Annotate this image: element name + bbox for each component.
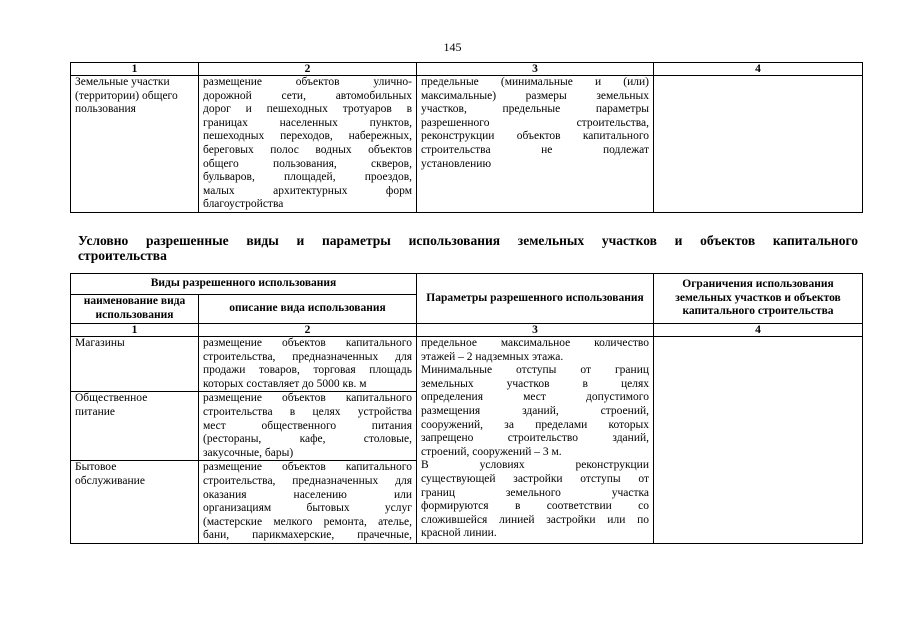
- parameters-line: сложившейся линией застройки или по: [421, 513, 649, 526]
- description-line: организациям бытовых услуг: [203, 502, 412, 515]
- use-description-cell: [199, 337, 417, 392]
- description-line: строительства, предназначенных для: [203, 350, 412, 363]
- description-line: (мастерские мелкого ремонта, ателье,: [203, 515, 412, 528]
- page-number: 145: [443, 40, 462, 54]
- column-number-4: 4: [654, 63, 863, 76]
- description-line: бани, парикмахерские, прачечные,: [203, 529, 412, 542]
- table-allowed-uses-continuation: [70, 62, 863, 213]
- column-number-1: 1: [71, 324, 199, 337]
- parameters-line: определения мест допустимого: [421, 391, 649, 404]
- header-restrictions: [654, 274, 863, 324]
- restrictions-cell: [654, 337, 863, 544]
- column-number-3: 3: [417, 63, 654, 76]
- header-parameters-text: Параметры разрешенного использования: [426, 291, 644, 304]
- parameters-line: строительства не подлежат: [421, 143, 649, 156]
- use-name-cell: [71, 461, 199, 544]
- description-line: малых архитектурных форм: [203, 184, 412, 197]
- parameters-line: красной линии.: [421, 527, 497, 540]
- description-line: продажи товаров, торговая площадь: [203, 364, 412, 377]
- use-description-cell: [199, 392, 417, 461]
- parameters-line: размещения зданий, строений,: [421, 404, 649, 417]
- column-number-row: [71, 324, 863, 337]
- use-name-line: Бытовое: [75, 461, 117, 474]
- use-description-cell: [199, 76, 417, 213]
- description-line: дорог и пешеходных тротуаров в: [203, 103, 412, 116]
- use-description-cell: [199, 461, 417, 544]
- parameters-line: разрешенного строительства,: [421, 116, 649, 129]
- description-line: строительства в целях устройства: [203, 405, 412, 418]
- column-number-2: 2: [199, 324, 417, 337]
- parameters-line: этажей – 2 надземных этажа.: [421, 350, 564, 363]
- column-number-3: 3: [417, 324, 654, 337]
- description-line: дорожной сети, автомобильных: [203, 89, 412, 102]
- use-name-cell: [71, 76, 199, 213]
- column-number-1: 1: [71, 63, 199, 76]
- parameters-cell: [417, 76, 654, 213]
- description-line: (рестораны, кафе, столовые,: [203, 433, 412, 446]
- description-line: размещение объектов капитального: [203, 337, 412, 349]
- use-name-cell: [71, 392, 199, 461]
- restrictions-cell: [654, 76, 863, 213]
- parameters-line: участков, предельные параметры: [421, 103, 649, 116]
- parameters-line: реконструкции объектов капитального: [421, 130, 649, 143]
- description-line: закусочные, бары): [203, 446, 294, 459]
- description-line: пешеходных переходов, набережных,: [203, 130, 412, 143]
- header-use-description: описание вида использования: [199, 295, 417, 324]
- description-line: общего пользования, скверов,: [203, 157, 412, 170]
- parameters-line: В условиях реконструкции: [421, 459, 649, 472]
- section-heading-line: Условно разрешенные виды и параметры использования земельных участков и объектов капитального: [78, 233, 858, 248]
- description-line: благоустройства: [203, 198, 284, 211]
- parameters-line: границ земельного участка: [421, 486, 649, 499]
- description-line: береговых полос водных объектов: [203, 143, 412, 156]
- header-parameters: [417, 274, 654, 324]
- parameters-line: предельное максимальное количество: [421, 337, 649, 349]
- parameters-line: Минимальные отступы от границ: [421, 364, 649, 377]
- table-conditional-uses: [70, 273, 863, 544]
- parameters-line: максимальные) размеры земельных: [421, 89, 649, 102]
- table-row: [71, 337, 863, 392]
- use-name-line: пользования: [75, 103, 136, 116]
- parameters-line: установлению: [421, 157, 492, 170]
- section-heading-line: строительства: [78, 248, 167, 263]
- column-number-4: 4: [654, 324, 863, 337]
- use-name-cell: [71, 337, 199, 392]
- use-name-line: питание: [75, 405, 115, 418]
- description-line: размещение объектов капитального: [203, 392, 412, 405]
- parameters-line: строений, сооружений – 3 м.: [421, 445, 562, 458]
- use-name-line: Общественное: [75, 392, 148, 405]
- use-name-line: обслуживание: [75, 474, 145, 487]
- use-name-line: Магазины: [75, 337, 125, 349]
- column-number-2: 2: [199, 63, 417, 76]
- section-heading: [78, 233, 858, 263]
- description-line: размещение объектов улично-: [203, 76, 412, 88]
- parameters-line: сооружений, за пределами которых: [421, 418, 649, 431]
- table-row: [71, 76, 863, 213]
- parameters-line: предельные (минимальные и (или): [421, 76, 649, 88]
- use-name-line: (территории) общего: [75, 89, 178, 102]
- description-line: размещение объектов капитального: [203, 461, 412, 474]
- description-line: которых составляет до 5000 кв. м: [203, 377, 367, 390]
- parameters-line: земельных участков в целях: [421, 377, 649, 390]
- description-line: строительства, предназначенных для: [203, 474, 412, 487]
- header-use-name: наименование вида использования: [71, 295, 199, 324]
- parameters-line: запрещено строительство зданий,: [421, 432, 649, 445]
- column-number-row: [71, 63, 863, 76]
- parameters-line: существующей застройки отступы от: [421, 472, 649, 485]
- header-use-types: Виды разрешенного использования: [71, 274, 417, 295]
- parameters-cell: [417, 337, 654, 544]
- description-line: границах населенных пунктов,: [203, 116, 412, 129]
- parameters-line: формируются в соответствии со: [421, 500, 649, 513]
- description-line: оказания населению или: [203, 488, 412, 501]
- description-line: мест общественного питания: [203, 419, 412, 432]
- header-row: [71, 274, 863, 295]
- description-line: бульваров, площадей, проездов,: [203, 171, 412, 184]
- use-name-line: Земельные участки: [75, 76, 170, 88]
- header-restrictions-text: Ограничения использования земельных участков и объектов капитального строительства: [675, 278, 841, 318]
